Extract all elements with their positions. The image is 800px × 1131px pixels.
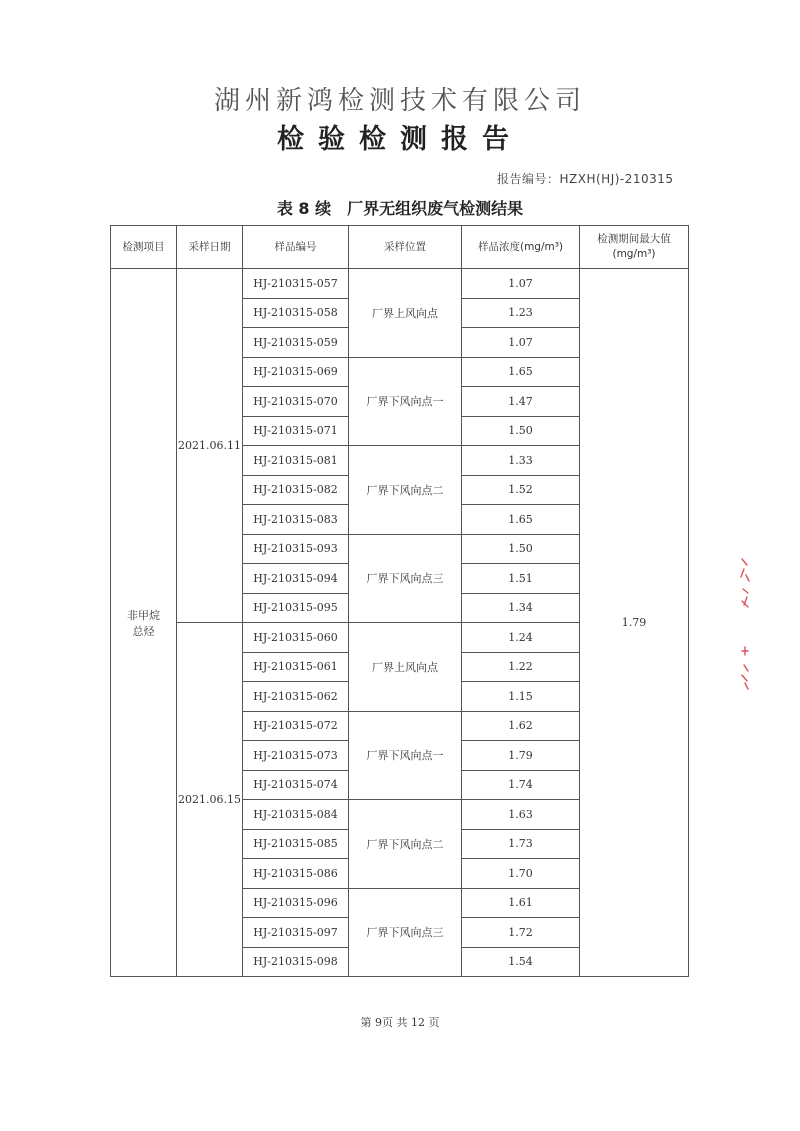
sample-id-cell: HJ-210315-081 (243, 446, 349, 476)
concentration-cell: 1.50 (462, 534, 580, 564)
sample-id-cell: HJ-210315-074 (243, 770, 349, 800)
column-header-max-value: 检测期间最大值(mg/m³) (580, 226, 689, 269)
sample-id-cell: HJ-210315-083 (243, 505, 349, 535)
sample-id-cell: HJ-210315-058 (243, 298, 349, 328)
sample-id-cell: HJ-210315-094 (243, 564, 349, 594)
concentration-cell: 1.23 (462, 298, 580, 328)
sampling-location-cell: 厂界下风向点三 (349, 534, 462, 623)
sample-id-cell: HJ-210315-072 (243, 711, 349, 741)
max-value-cell: 1.79 (580, 269, 689, 977)
sampling-location-cell: 厂界下风向点三 (349, 888, 462, 977)
concentration-cell: 1.63 (462, 800, 580, 830)
sample-id-cell: HJ-210315-061 (243, 652, 349, 682)
concentration-cell: 1.70 (462, 859, 580, 889)
column-header-concentration: 样品浓度(mg/m³) (462, 226, 580, 269)
sample-id-cell: HJ-210315-096 (243, 888, 349, 918)
table-caption: 表 8 续 厂界无组织废气检测结果 (276, 199, 524, 218)
concentration-cell: 1.79 (462, 741, 580, 771)
column-header-item: 检测项目 (111, 226, 177, 269)
concentration-cell: 1.50 (462, 416, 580, 446)
sample-id-cell: HJ-210315-071 (243, 416, 349, 446)
sampling-location-cell: 厂界上风向点 (349, 623, 462, 712)
company-name: 湖州新鸿检测技术有限公司 (213, 86, 586, 116)
concentration-cell: 1.65 (462, 357, 580, 387)
concentration-cell: 1.54 (462, 947, 580, 977)
sample-id-cell: HJ-210315-085 (243, 829, 349, 859)
sample-id-cell: HJ-210315-095 (243, 593, 349, 623)
results-table (110, 225, 689, 977)
sample-id-cell: HJ-210315-086 (243, 859, 349, 889)
concentration-cell: 1.65 (462, 505, 580, 535)
table-header-row (111, 226, 689, 269)
sample-id-cell: HJ-210315-093 (243, 534, 349, 564)
test-item-cell: 非甲烷总烃 (111, 269, 177, 977)
sampling-location-cell: 厂界下风向点一 (349, 711, 462, 800)
sample-id-cell: HJ-210315-073 (243, 741, 349, 771)
concentration-cell: 1.51 (462, 564, 580, 594)
table-body (111, 269, 689, 977)
table-row (111, 269, 689, 299)
sample-id-cell: HJ-210315-057 (243, 269, 349, 299)
column-header-date: 采样日期 (177, 226, 243, 269)
sample-id-cell: HJ-210315-084 (243, 800, 349, 830)
sample-id-cell: HJ-210315-097 (243, 918, 349, 948)
sampling-location-cell: 厂界上风向点 (349, 269, 462, 358)
seal-stamp-edge (738, 555, 752, 695)
sample-id-cell: HJ-210315-062 (243, 682, 349, 712)
concentration-cell: 1.34 (462, 593, 580, 623)
sampling-location-cell: 厂界下风向点二 (349, 446, 462, 535)
concentration-cell: 1.07 (462, 328, 580, 358)
column-header-sample-id: 样品编号 (243, 226, 349, 269)
concentration-cell: 1.47 (462, 387, 580, 417)
sample-id-cell: HJ-210315-098 (243, 947, 349, 977)
concentration-cell: 1.22 (462, 652, 580, 682)
concentration-cell: 1.33 (462, 446, 580, 476)
sample-id-cell: HJ-210315-059 (243, 328, 349, 358)
sample-id-cell: HJ-210315-060 (243, 623, 349, 653)
sample-id-cell: HJ-210315-082 (243, 475, 349, 505)
column-header-location: 采样位置 (349, 226, 462, 269)
concentration-cell: 1.15 (462, 682, 580, 712)
sampling-date-cell: 2021.06.11 (177, 269, 243, 623)
concentration-cell: 1.73 (462, 829, 580, 859)
sampling-location-cell: 厂界下风向点一 (349, 357, 462, 446)
concentration-cell: 1.52 (462, 475, 580, 505)
concentration-cell: 1.74 (462, 770, 580, 800)
sampling-date-cell: 2021.06.15 (177, 623, 243, 977)
report-title: 检验检测报告 (277, 124, 523, 155)
concentration-cell: 1.61 (462, 888, 580, 918)
sample-id-cell: HJ-210315-069 (243, 357, 349, 387)
page-footer: 第 9页 共 12 页 (360, 1016, 440, 1029)
sample-id-cell: HJ-210315-070 (243, 387, 349, 417)
concentration-cell: 1.72 (462, 918, 580, 948)
concentration-cell: 1.07 (462, 269, 580, 299)
concentration-cell: 1.24 (462, 623, 580, 653)
sampling-location-cell: 厂界下风向点二 (349, 800, 462, 889)
report-number: 报告编号：HZXH(HJ)-210315 (497, 172, 674, 186)
concentration-cell: 1.62 (462, 711, 580, 741)
